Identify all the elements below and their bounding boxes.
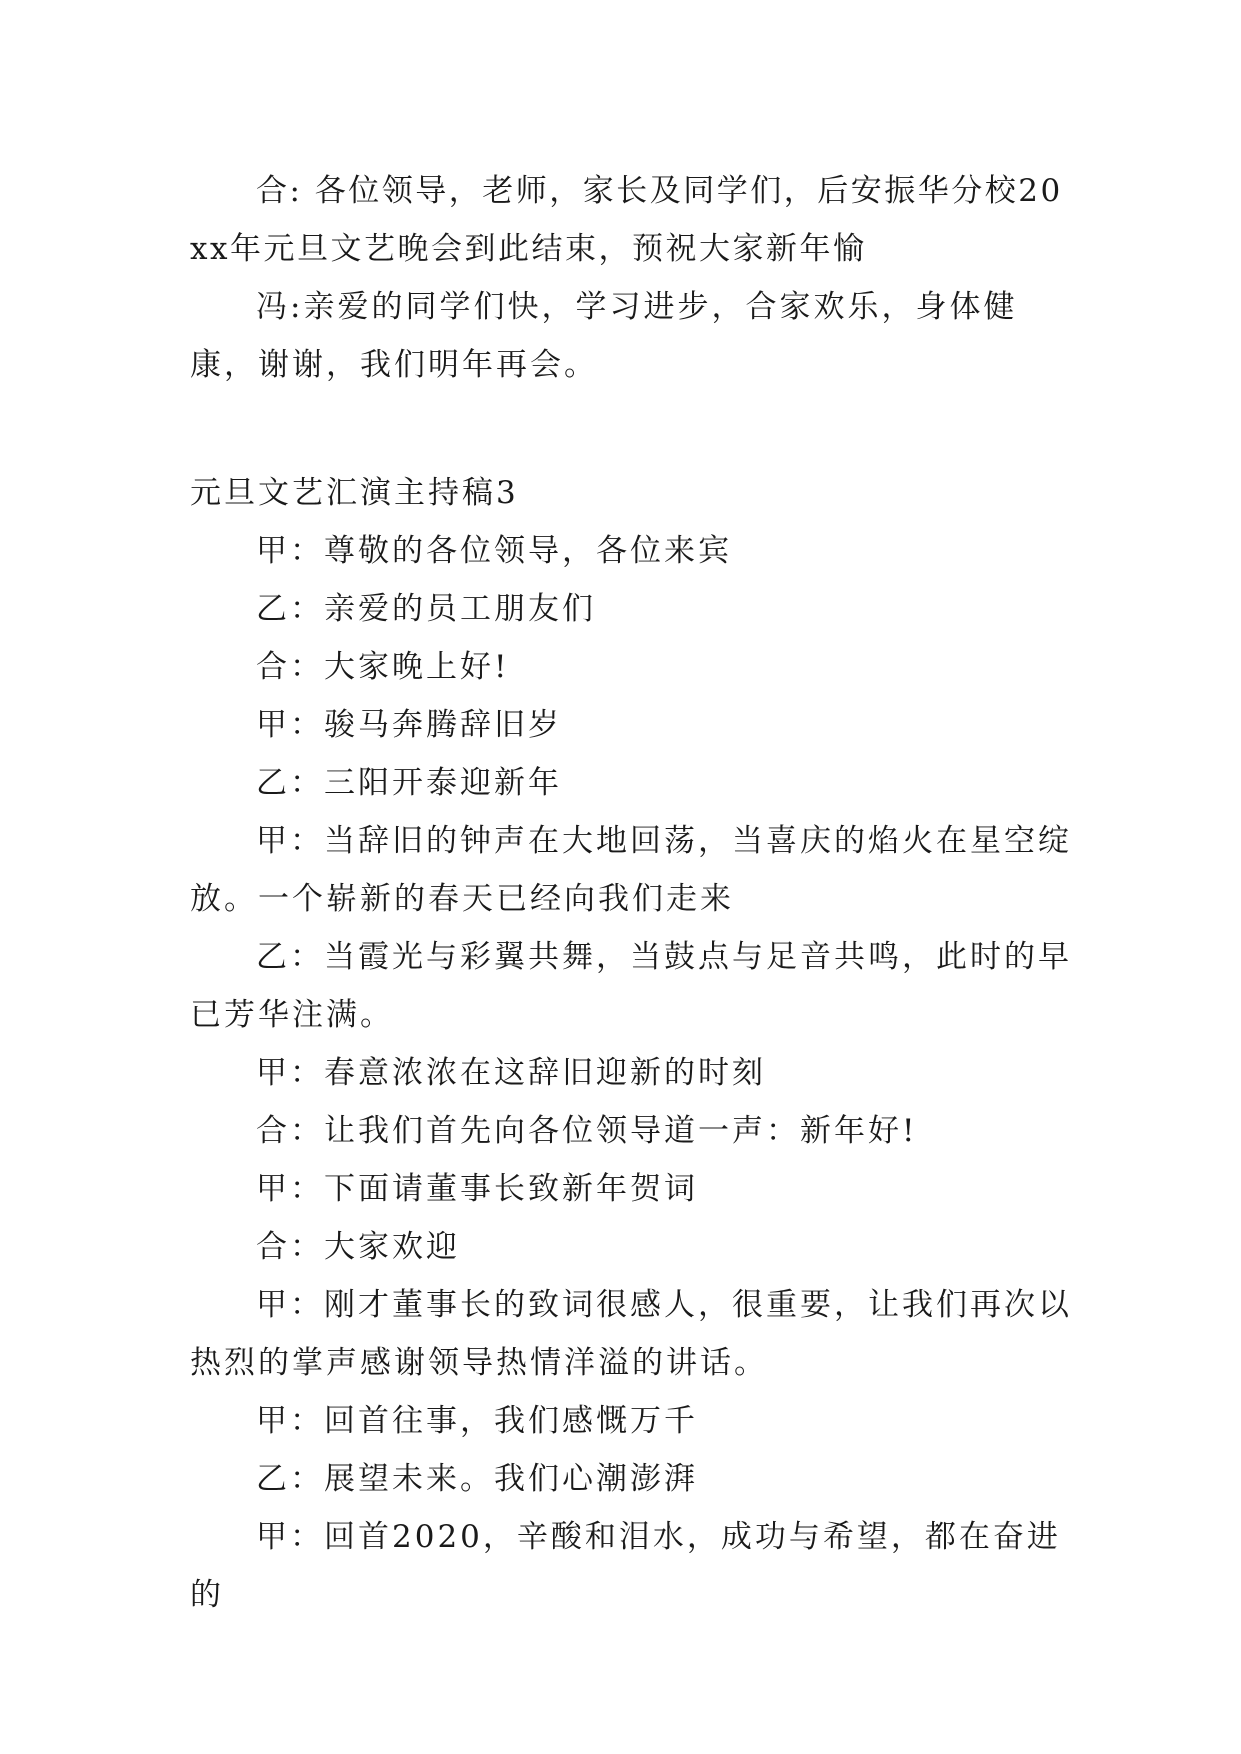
paragraph: 乙：展望未来。我们心潮澎湃 bbox=[256, 1461, 698, 1497]
paragraph: 乙：亲爱的员工朋友们 bbox=[256, 591, 596, 627]
paragraph: 甲：春意浓浓在这辞旧迎新的时刻 bbox=[256, 1055, 766, 1091]
paragraph: 甲：回首2020，辛酸和泪水，成功与希望，都在奋进的 bbox=[190, 1519, 1061, 1613]
paragraph: 甲：下面请董事长致新年贺词 bbox=[256, 1171, 698, 1207]
paragraph: 合：大家晚上好! bbox=[256, 649, 510, 685]
paragraph: 冯:亲爱的同学们快，学习进步，合家欢乐，身体健康，谢谢，我们明年再会。 bbox=[190, 289, 1018, 383]
paragraph: 甲：回首往事，我们感慨万千 bbox=[256, 1403, 698, 1439]
section-gap bbox=[190, 394, 1080, 464]
paragraph: 乙：三阳开泰迎新年 bbox=[256, 765, 562, 801]
paragraph: 乙：当霞光与彩翼共舞，当鼓点与足音共鸣，此时的早已芳华注满。 bbox=[190, 939, 1072, 1033]
paragraph: 合：让我们首先向各位领导道一声：新年好! bbox=[256, 1113, 918, 1149]
section-heading: 元旦文艺汇演主持稿3 bbox=[190, 475, 519, 511]
document-body bbox=[190, 162, 1080, 1624]
paragraph: 甲：尊敬的各位领导，各位来宾 bbox=[256, 533, 732, 569]
paragraph: 甲：刚才董事长的致词很感人，很重要，让我们再次以热烈的掌声感谢领导热情洋溢的讲话。 bbox=[190, 1287, 1072, 1381]
paragraph: 甲：骏马奔腾辞旧岁 bbox=[256, 707, 562, 743]
paragraph: 合: 各位领导，老师，家长及同学们，后安振华分校20xx年元旦文艺晚会到此结束，预祝大家新年愉 bbox=[190, 173, 1063, 267]
paragraph: 甲：当辞旧的钟声在大地回荡，当喜庆的焰火在星空绽放。一个崭新的春天已经向我们走来 bbox=[190, 823, 1072, 917]
paragraph: 合：大家欢迎 bbox=[256, 1229, 460, 1265]
